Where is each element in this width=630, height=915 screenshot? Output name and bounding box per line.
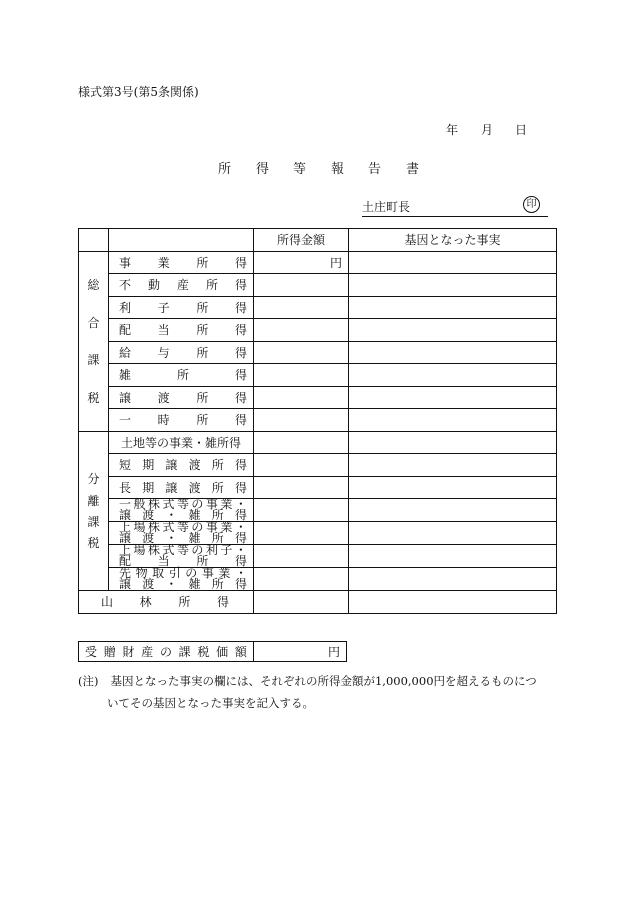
table-row <box>79 341 557 364</box>
addressee: 土庄町長 <box>362 198 548 217</box>
amount-column-header: 所得金額 <box>254 229 349 252</box>
income-type-interest: 利 子 所 得 <box>109 296 254 319</box>
footnote-line-2: いてその基因となった事実を記入する。 <box>107 696 314 710</box>
amount-cell[interactable] <box>254 386 349 409</box>
reason-cell[interactable] <box>349 341 557 364</box>
amount-cell[interactable] <box>254 499 349 522</box>
income-type-land-business: 土地等の事業・雑所得 <box>109 431 254 454</box>
amount-cell[interactable] <box>254 431 349 454</box>
table-row <box>79 409 557 432</box>
reason-cell[interactable] <box>349 454 557 477</box>
date-month-label: 月 <box>481 123 494 137</box>
title-char: 書 <box>406 162 420 177</box>
category-separate-taxation: 分 離 課 税 <box>79 431 109 591</box>
income-type-forest: 山 林 所 得 <box>79 591 254 614</box>
taxable-gift-value-table <box>78 641 347 662</box>
amount-cell[interactable] <box>254 545 349 568</box>
income-type-transfer: 譲 渡 所 得 <box>109 386 254 409</box>
table-row <box>79 431 557 454</box>
reason-cell[interactable] <box>349 251 557 274</box>
amount-cell[interactable]: 円 <box>254 251 349 274</box>
income-type-real-estate: 不 動 産 所 得 <box>109 274 254 297</box>
footnote-prefix: (注) <box>78 674 99 688</box>
category-general-taxation: 総 合 課 税 <box>79 251 109 431</box>
table-row <box>79 591 557 614</box>
table-row <box>79 499 557 522</box>
title-char: 告 <box>368 162 382 177</box>
table-row <box>79 251 557 274</box>
amount-cell[interactable] <box>254 454 349 477</box>
income-type-dividend: 配 当 所 得 <box>109 319 254 342</box>
table-row <box>79 476 557 499</box>
table-row <box>79 545 557 568</box>
reason-cell[interactable] <box>349 476 557 499</box>
amount-cell[interactable] <box>254 568 349 591</box>
income-type-business: 事 業 所 得 <box>109 251 254 274</box>
amount-cell[interactable] <box>254 409 349 432</box>
title-char: 報 <box>331 162 345 177</box>
reason-cell[interactable] <box>349 296 557 319</box>
reason-cell[interactable] <box>349 409 557 432</box>
amount-cell[interactable] <box>254 274 349 297</box>
income-type-futures: 先 物 取 引 の 事 業 ・ 譲 渡 ・ 雑 所 得 <box>109 568 254 591</box>
income-type-miscellaneous: 雑 所 得 <box>109 364 254 387</box>
footnote <box>78 670 558 714</box>
table-row <box>79 522 557 545</box>
income-type-general-stocks: 一 般 株 式 等 の 事 業 ・ 譲 渡 ・ 雑 所 得 <box>109 499 254 522</box>
amount-cell[interactable] <box>254 364 349 387</box>
title-char: 得 <box>256 162 270 177</box>
amount-cell[interactable] <box>254 341 349 364</box>
income-type-listed-stocks-business: 上 場 株 式 等 の 事 業 ・ 譲 渡 ・ 雑 所 得 <box>109 522 254 545</box>
footnote-line-1: 基因となった事実の欄には、それぞれの所得金額が1,000,000円を超えるものにつ <box>110 674 537 688</box>
income-type-long-term-transfer: 長 期 譲 渡 所 得 <box>109 476 254 499</box>
income-report-table <box>78 228 557 614</box>
reason-cell[interactable] <box>349 386 557 409</box>
reason-cell[interactable] <box>349 591 557 614</box>
table-row <box>79 364 557 387</box>
reason-cell[interactable] <box>349 364 557 387</box>
income-type-listed-stocks-interest: 上 場 株 式 等 の 利 子 ・ 配 当 所 得 <box>109 545 254 568</box>
income-type-short-term-transfer: 短 期 譲 渡 所 得 <box>109 454 254 477</box>
table-row <box>79 454 557 477</box>
seal-mark: 印 <box>523 196 540 213</box>
amount-cell[interactable] <box>254 319 349 342</box>
amount-cell[interactable] <box>254 591 349 614</box>
taxable-gift-value-amount[interactable]: 円 <box>254 642 347 662</box>
title-char: 等 <box>293 162 307 177</box>
table-row <box>79 386 557 409</box>
income-type-occasional: 一 時 所 得 <box>109 409 254 432</box>
reason-cell[interactable] <box>349 499 557 522</box>
amount-cell[interactable] <box>254 476 349 499</box>
reason-column-header: 基因となった事実 <box>349 229 557 252</box>
table-row <box>79 274 557 297</box>
table-row <box>79 296 557 319</box>
date-year-label: 年 <box>446 123 459 137</box>
table-row <box>79 568 557 591</box>
reason-cell[interactable] <box>349 431 557 454</box>
amount-cell[interactable] <box>254 296 349 319</box>
income-type-salary: 給 与 所 得 <box>109 341 254 364</box>
table-row <box>79 319 557 342</box>
date-day-label: 日 <box>515 123 528 137</box>
reason-cell[interactable] <box>349 568 557 591</box>
form-number: 様式第3号(第5条関係) <box>78 85 199 99</box>
reason-cell[interactable] <box>349 545 557 568</box>
taxable-gift-value-label: 受 贈 財 産 の 課 税 価 額 <box>79 642 254 662</box>
reason-cell[interactable] <box>349 522 557 545</box>
reason-cell[interactable] <box>349 274 557 297</box>
title-char: 所 <box>218 162 232 177</box>
amount-cell[interactable] <box>254 522 349 545</box>
reason-cell[interactable] <box>349 319 557 342</box>
